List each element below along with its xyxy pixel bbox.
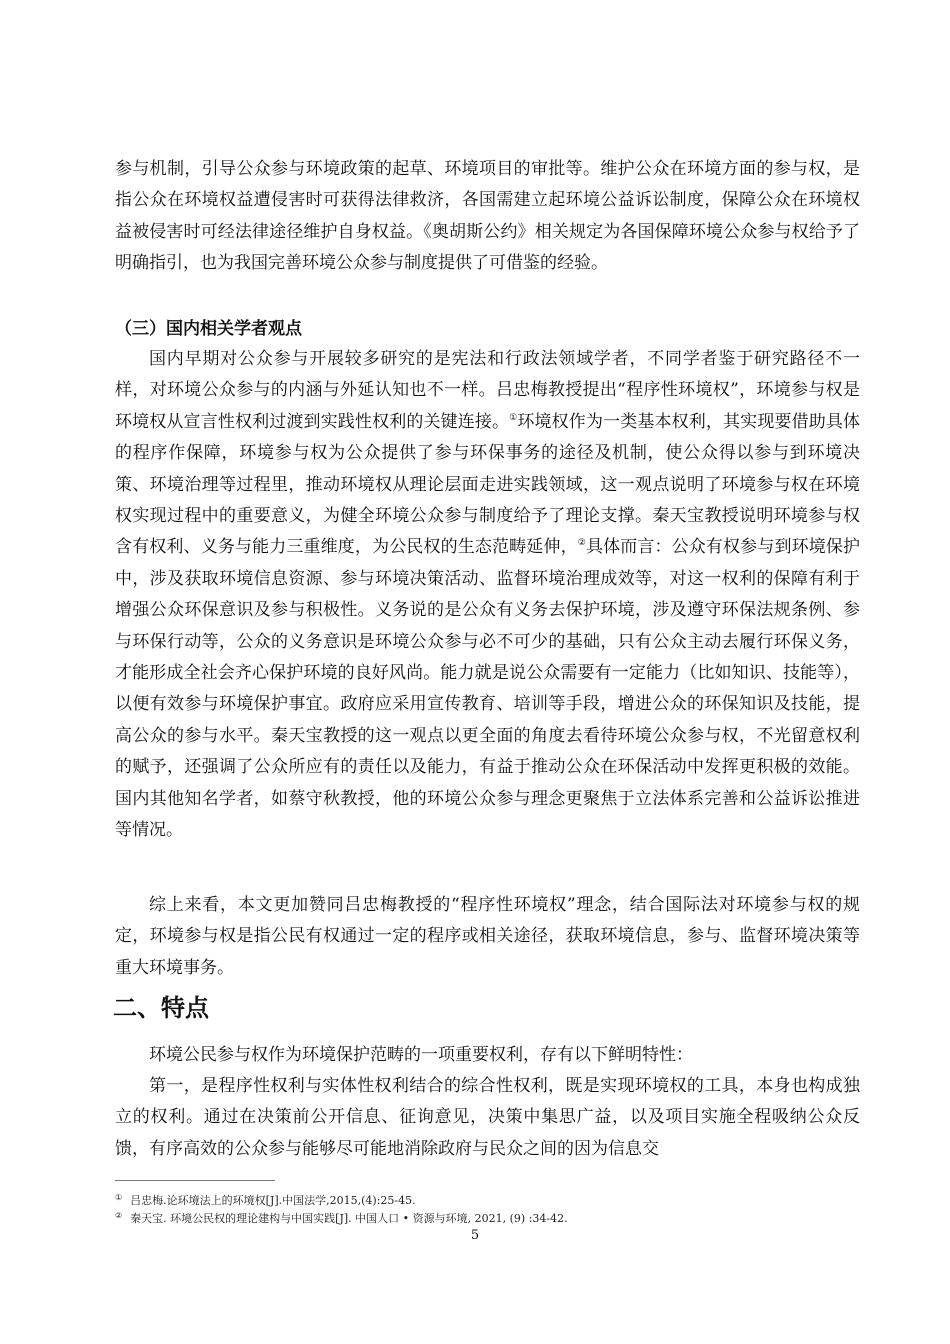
footnote-1 [115, 1190, 416, 1208]
footnote-text: 吕忠梅.论环境法上的环境权[J].中国法学,2015,(4):25-45. [130, 1194, 416, 1207]
paragraph-summary: 综上来看，本文更加赞同吕忠梅教授的“程序性环境权”理念，结合国际法对环境参与权的规定，环境参与权是指公民有权通过一定的程序或相关途径，获取环境信息，参与、监督环境决策等重大环境事务。 [115, 895, 860, 978]
paragraph-text: 环境权作为一类基本权利，其实现要借助具体的程序作保障，环境参与权为公众提供了参与环保事务的途径及机制，使公众得以参与到环境决策、环境治理等过程里，推动环境权从理论层面走进实践领域，这一观点说明了环境参与权在环境权实现过程中的重要意义，为健全环境公众参与制度给予了理论支撑。秦天宝教授说明环境参与权含有权利、义务与能力三重维度，为公民权的生态范畴延伸， [115, 411, 861, 558]
paragraph-domestic-views [115, 344, 860, 847]
footnote-mark: ① [115, 1193, 123, 1202]
footnote-2 [115, 1208, 568, 1226]
paragraph-features-intro: 环境公民参与权作为环境保护范畴的一项重要权利，存有以下鲜明特性： [149, 1045, 693, 1065]
footnote-divider [115, 1180, 275, 1181]
footnote-mark: ② [115, 1211, 123, 1220]
chapter-heading-features: 二、特点 [113, 994, 209, 1022]
paragraph-feature-first: 第一，是程序性权利与实体性权利结合的综合性权利，既是实现环境权的工具，本身也构成独立的权利。通过在决策前公开信息、征询意见，决策中集思广益，以及项目实施全程吸纳公众反馈，有序高效的公众参与能够尽可能地消除政府与民众之间的因为信息交 [115, 1076, 860, 1159]
section-heading-domestic-scholars: （三）国内相关学者观点 [115, 319, 302, 339]
footnote-ref-2[interactable]: ② [577, 538, 586, 549]
footnote-ref-1[interactable]: ① [509, 412, 518, 423]
paragraph-text: 具体而言：公众有权参与到环境保护中，涉及获取环境信息资源、参与环境决策活动、监督环境治理成效等，对这一权利的保障有利于增强公众环保意识及参与积极性。义务说的是公众有义务去保护环境，涉及遵守环保法规条例、参与环保行动等，公众的义务意识是环境公众参与必不可少的基础，只有公众主动去履行环保义务，才能形成全社会齐心保护环境的良好风尚。能力就是说公众需要有一定能力（比如知识、技能等），以便有效参与环境保护事宜。政府应采用宣传教育、培训等手段，增进公众的环保知识及技能，提高公众的参与水平。秦天宝教授的这一观点以更全面的角度去看待环境公众参与权，不光留意权利的赋予，还强调了公众所应有的责任以及能力，有益于推动公众在环保活动中发挥更积极的效能。国内其他知名学者，如蔡守秋教授，他的环境公众参与理念更聚焦于立法体系完善和公益诉讼推进等情况。 [115, 537, 861, 841]
footnote-text: 秦天宝. 环境公民权的理论建构与中国实践[J]. 中国人口 • 资源与环境, 2021, (9) :34-42. [130, 1212, 568, 1225]
paragraph-participation-mechanism: 参与机制，引导公众参与环境政策的起草、环境项目的审批等。维护公众在环境方面的参与权，是指公众在环境权益遭侵害时可获得法律救济，各国需建立起环境公益诉讼制度，保障公众在环境权益被侵害时可经法律途径维护自身权益。《奥胡斯公约》相关规定为各国保障环境公众参与权给予了明确指引，也为我国完善环境公众参与制度提供了可借鉴的经验。 [115, 159, 860, 274]
paragraph-text: 国内早期对公众参与开展较多研究的是宪法和行政法领域学者，不同学者鉴于研究路径不一样，对环境公众参与的内涵与外延认知也不一样。吕忠梅教授提出“程序性环境权”，环境参与权是环境权从宣言性权利过渡到实践性权利的关键连接。 [115, 349, 860, 432]
page-number: 5 [470, 1228, 480, 1243]
